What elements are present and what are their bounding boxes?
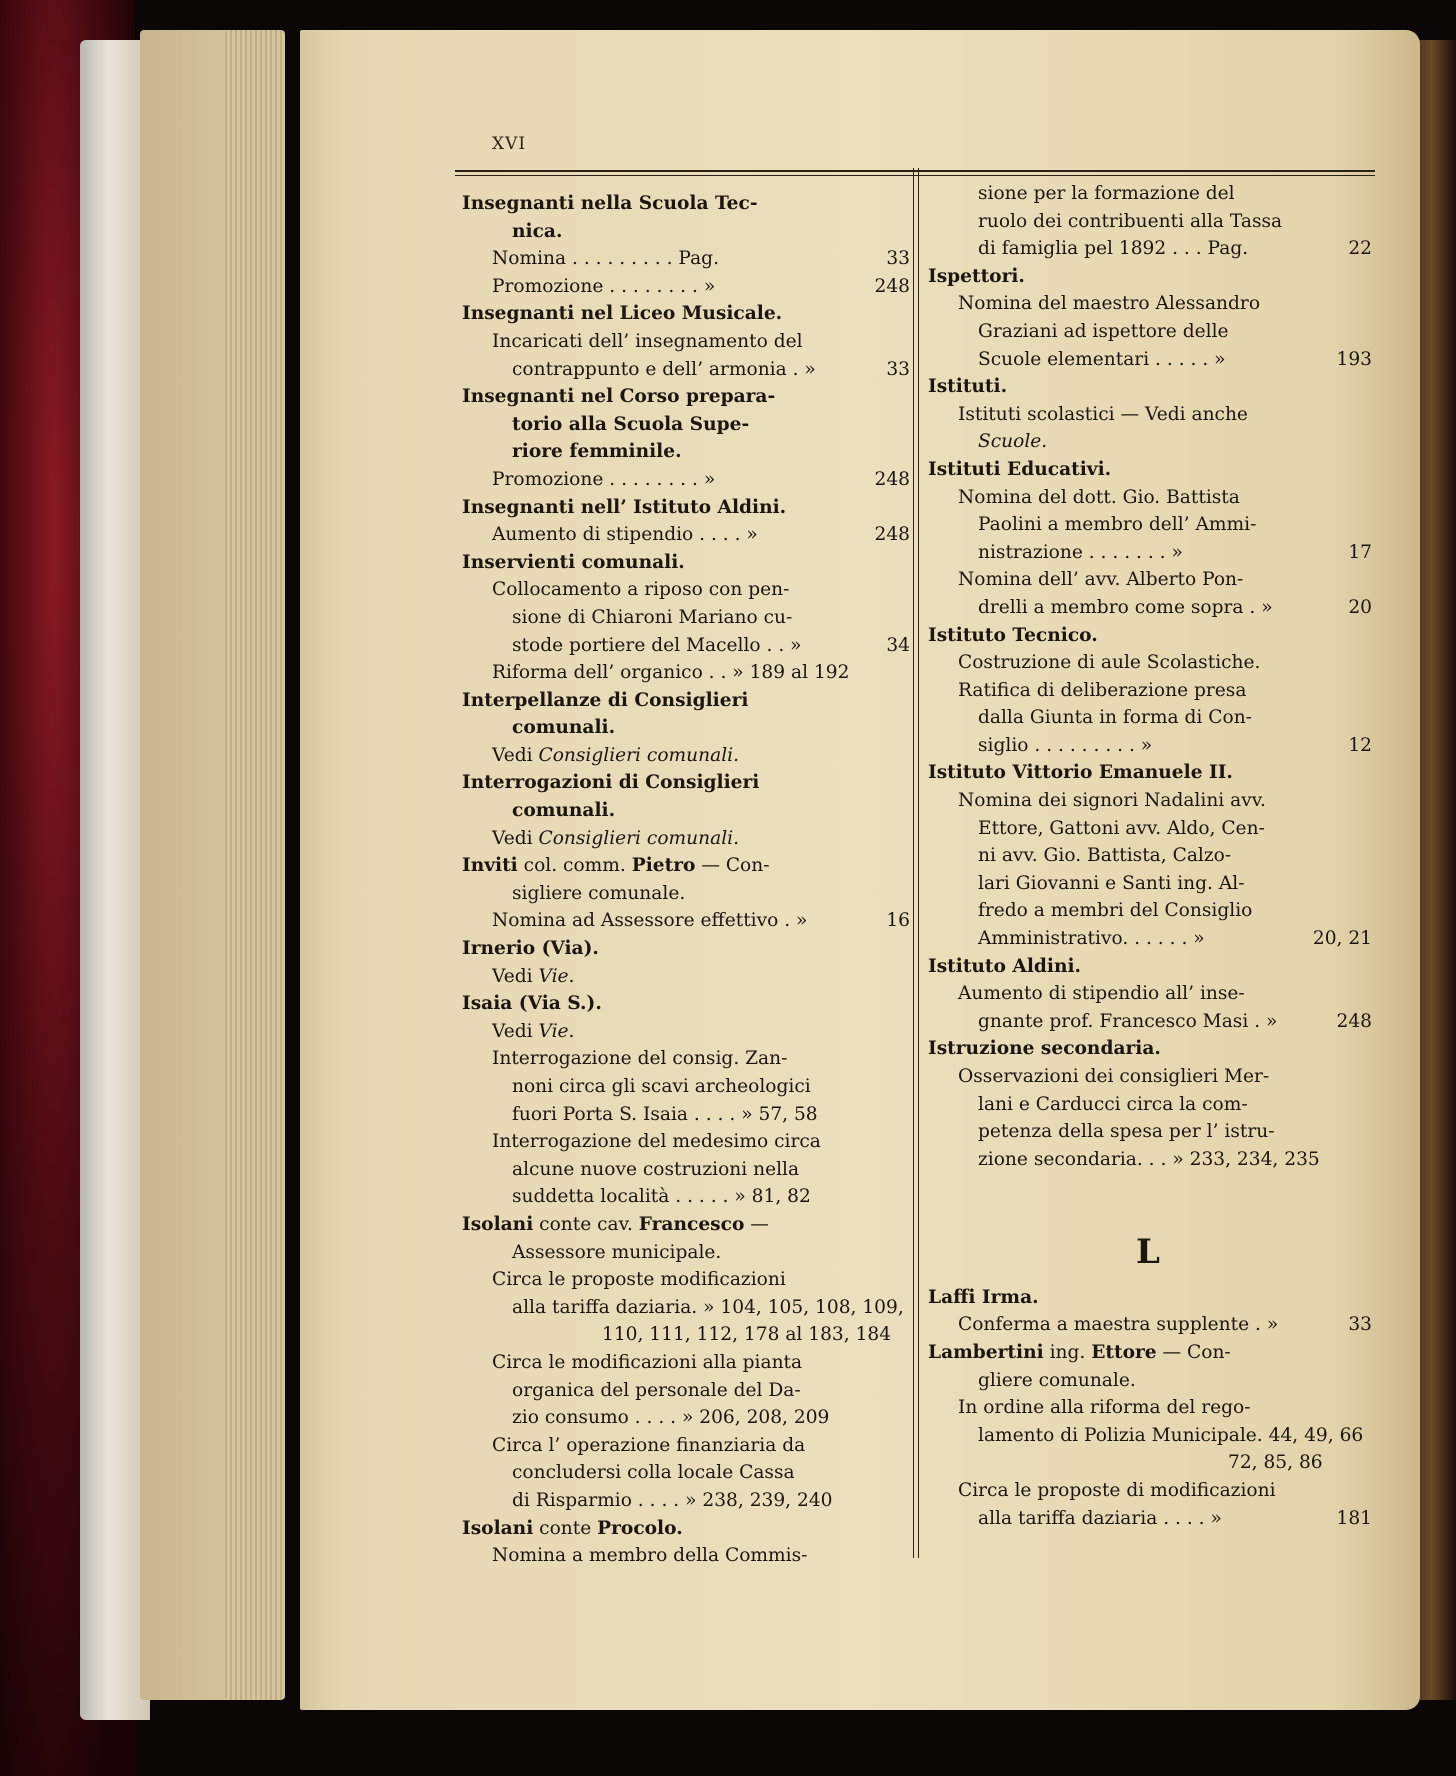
index-line <box>462 411 910 439</box>
index-line <box>462 1073 910 1101</box>
index-text: Vie. <box>538 1020 575 1042</box>
page-reference: 193 <box>1336 348 1372 370</box>
index-line <box>462 1459 910 1487</box>
index-line <box>462 1377 910 1405</box>
index-text: di Risparmio . . . . » 238, 239, 240 <box>512 1489 833 1511</box>
index-line <box>928 1146 1372 1174</box>
index-text: alcune nuove costruzioni nella <box>512 1158 800 1180</box>
index-text: Vedi <box>492 965 539 987</box>
index-text: noni circa gli scavi archeologici <box>512 1076 811 1097</box>
index-line <box>928 539 1372 567</box>
index-text: Istituti scolastici — Vedi anche <box>958 403 1248 425</box>
index-text: contrappunto e dell’ armonia . » <box>512 358 816 380</box>
index-line <box>462 245 910 273</box>
index-text: alla tariffa daziaria. » 104, 105, 108, 109, <box>512 1296 904 1318</box>
index-text: Aumento di stipendio . . . . » <box>492 524 758 546</box>
index-text: Ettore, Gattoni avv. Aldo, Cen- <box>978 817 1265 839</box>
index-text: Procolo. <box>597 1517 683 1539</box>
index-line <box>462 466 910 494</box>
index-line <box>928 787 1372 815</box>
index-text: Circa l’ operazione finanziaria da <box>492 1434 806 1456</box>
index-text: lamento di Polizia Municipale. 44, 49, 66 <box>978 1424 1364 1446</box>
index-text: Vedi <box>492 1020 539 1042</box>
index-line <box>928 428 1372 456</box>
index-text: drelli a membro come sopra . » <box>978 596 1273 618</box>
index-text: Graziani ad ispettore delle <box>978 320 1229 342</box>
index-line <box>462 1128 910 1156</box>
index-line <box>928 1339 1372 1367</box>
index-line <box>462 218 910 246</box>
index-line <box>928 594 1372 622</box>
index-text: Aumento di stipendio all’ inse- <box>958 983 1245 1005</box>
index-text: nistrazione . . . . . . . » <box>978 541 1183 563</box>
index-text: fredo a membri del Consiglio <box>978 900 1253 922</box>
index-text: Istituto Tecnico. <box>928 624 1098 646</box>
index-line <box>462 825 910 853</box>
index-text: ni avv. Gio. Battista, Calzo- <box>978 845 1232 867</box>
index-text: Interrogazioni di Consiglieri <box>462 772 760 794</box>
index-text: Collocamento a riposo con pen- <box>492 579 790 601</box>
index-line <box>462 494 910 522</box>
page-reference: 248 <box>874 468 910 490</box>
page-reference: 248 <box>1336 1010 1372 1032</box>
page-reference: 12 <box>1348 734 1372 756</box>
index-text: dalla Giunta in forma di Con- <box>978 707 1252 729</box>
index-text: Nomina ad Assessore effettivo . » <box>492 910 808 932</box>
index-text: comunali. <box>512 800 616 822</box>
index-line <box>462 549 910 577</box>
index-line <box>462 383 910 411</box>
index-line <box>462 687 910 715</box>
index-line <box>928 925 1372 953</box>
index-text: Scuole elementari . . . . . » <box>978 348 1226 370</box>
index-text: Istituti Educativi. <box>928 458 1112 480</box>
index-line <box>462 1211 910 1239</box>
index-text: Ratifica di deliberazione presa <box>958 679 1247 701</box>
index-text: sione per la formazione del <box>978 183 1235 204</box>
section-letter: L <box>1136 1232 1160 1272</box>
index-line <box>462 438 910 466</box>
index-text: nica. <box>512 220 563 242</box>
index-text: Incaricati dell’ insegnamento del <box>492 330 803 352</box>
index-text: conte <box>533 1517 598 1539</box>
index-text: Riforma dell’ organico . . » 189 al 192 <box>492 662 850 684</box>
index-text: gnante prof. Francesco Masi . » <box>978 1010 1278 1032</box>
index-line <box>462 990 910 1018</box>
index-line <box>462 632 910 660</box>
page-reference: 248 <box>874 275 910 297</box>
index-line <box>462 1487 910 1515</box>
index-line <box>928 649 1372 677</box>
index-line <box>462 300 910 328</box>
index-text: Insegnanti nell’ Istituto Aldini. <box>462 496 787 518</box>
index-text: lari Giovanni e Santi ing. Al- <box>978 872 1245 894</box>
index-text: Istituti. <box>928 376 1008 398</box>
page-reference: 16 <box>886 910 910 932</box>
index-line <box>462 604 910 632</box>
index-line <box>462 1045 910 1073</box>
page-reference: 248 <box>874 524 910 546</box>
index-line <box>462 1404 910 1432</box>
index-line <box>462 963 910 991</box>
index-text: Isaia (Via S.). <box>462 993 602 1015</box>
index-text: col. comm. <box>517 855 632 877</box>
index-line <box>928 1311 1372 1339</box>
index-text: Ispettori. <box>928 265 1025 287</box>
index-text: torio alla Scuola Supe- <box>512 413 750 435</box>
header-rule <box>455 170 1375 172</box>
index-text: Interrogazione del consig. Zan- <box>492 1048 788 1070</box>
index-line <box>462 1349 910 1377</box>
index-text: lani e Carducci circa la com- <box>978 1093 1248 1115</box>
index-text: Istituto Aldini. <box>928 955 1081 977</box>
index-line <box>462 1294 910 1322</box>
index-line <box>462 1239 910 1267</box>
index-line <box>462 190 910 218</box>
index-line <box>462 907 910 935</box>
left-column <box>462 190 910 1570</box>
right-column <box>928 180 1372 1532</box>
index-text: Inviti <box>462 855 518 877</box>
index-line <box>928 208 1372 236</box>
page-stack-edges <box>225 30 285 1700</box>
index-text: Insegnanti nella Scuola Tec- <box>462 193 758 214</box>
index-text: zione secondaria. . . » 233, 234, 235 <box>978 1148 1320 1170</box>
index-text: concludersi colla locale Cassa <box>512 1462 795 1484</box>
index-line <box>928 1449 1372 1477</box>
index-line <box>462 714 910 742</box>
index-line <box>928 1394 1372 1422</box>
column-divider <box>913 168 914 1558</box>
index-text: gliere comunale. <box>978 1369 1136 1391</box>
index-text: Promozione . . . . . . . . » <box>492 468 716 490</box>
index-line <box>928 1422 1372 1450</box>
index-line <box>928 980 1372 1008</box>
index-line <box>462 852 910 880</box>
header-rule-thin <box>455 175 1375 176</box>
index-line <box>462 521 910 549</box>
index-line <box>462 273 910 301</box>
index-line <box>462 1542 910 1570</box>
page-reference: 33 <box>886 248 910 270</box>
index-line <box>928 732 1372 760</box>
index-line <box>928 1201 1372 1229</box>
index-line <box>928 373 1372 401</box>
index-text: Amministrativo. . . . . . » <box>978 928 1205 950</box>
index-line <box>928 897 1372 925</box>
index-text: Isolani <box>462 1517 534 1539</box>
index-line <box>928 1063 1372 1091</box>
index-line <box>928 759 1372 787</box>
page-reference: 20, 21 <box>1312 928 1372 950</box>
index-text: Scuole. <box>978 431 1048 453</box>
index-text: Nomina dei signori Nadalini avv. <box>958 790 1266 812</box>
index-line <box>928 566 1372 594</box>
index-line <box>462 742 910 770</box>
index-line <box>928 1284 1372 1312</box>
index-text: Costruzione di aule Scolastiche. <box>958 652 1261 674</box>
index-line <box>462 1156 910 1184</box>
index-text: Nomina del maestro Alessandro <box>958 293 1261 315</box>
index-text: organica del personale del Da- <box>512 1379 801 1401</box>
index-text: Consiglieri comunali. <box>538 744 739 766</box>
page-reference: 33 <box>1348 1314 1372 1336</box>
index-text: Pietro <box>631 855 696 877</box>
index-text: alla tariffa daziaria . . . . » <box>978 1507 1222 1529</box>
page-reference: 20 <box>1348 596 1372 618</box>
index-text: Istruzione secondaria. <box>928 1038 1161 1060</box>
index-text: Nomina del dott. Gio. Battista <box>958 486 1240 508</box>
page-number: XVI <box>492 134 527 154</box>
index-text: ruolo dei contribuenti alla Tassa <box>978 210 1283 232</box>
index-line <box>462 1266 910 1294</box>
index-text: Interrogazione del medesimo circa <box>492 1131 821 1153</box>
index-text: Francesco <box>638 1213 745 1235</box>
index-text: 72, 85, 86 <box>1228 1452 1323 1474</box>
index-text: Insegnanti nel Corso prepara- <box>462 386 776 408</box>
index-line <box>928 346 1372 374</box>
index-line <box>462 1183 910 1211</box>
index-text: Nomina dell’ avv. Alberto Pon- <box>958 569 1244 591</box>
index-text: 110, 111, 112, 178 al 183, 184 <box>602 1324 892 1346</box>
index-line <box>462 659 910 687</box>
index-text: siglio . . . . . . . . . » <box>978 734 1153 756</box>
index-text: Consiglieri comunali. <box>538 827 739 849</box>
index-line <box>462 356 910 384</box>
index-text: Paolini a membro dell’ Ammi- <box>978 514 1257 536</box>
index-line <box>928 1008 1372 1036</box>
index-text: Isolani <box>462 1213 534 1235</box>
index-text: Vedi <box>492 744 539 766</box>
index-text: — <box>744 1213 769 1235</box>
index-line <box>928 1367 1372 1395</box>
index-line <box>928 622 1372 650</box>
index-line <box>928 953 1372 981</box>
index-line <box>462 1018 910 1046</box>
page-reference: 22 <box>1348 238 1372 260</box>
index-text: ing. <box>1043 1341 1092 1363</box>
index-text: Irnerio (Via). <box>462 938 599 960</box>
index-line <box>928 677 1372 705</box>
index-line <box>928 180 1372 208</box>
index-line <box>462 769 910 797</box>
index-line <box>928 318 1372 346</box>
index-line <box>462 797 910 825</box>
index-line <box>928 484 1372 512</box>
index-line <box>928 263 1372 291</box>
index-text: suddetta località . . . . . » 81, 82 <box>512 1186 811 1208</box>
index-text: Insegnanti nel Liceo Musicale. <box>462 303 783 325</box>
index-text: Circa le proposte modificazioni <box>492 1269 786 1291</box>
index-text: Interpellanze di Consiglieri <box>462 689 749 711</box>
index-text: Vie. <box>538 965 575 987</box>
index-text: Istituto Vittorio Emanuele II. <box>928 762 1233 784</box>
index-line <box>928 704 1372 732</box>
index-text: Assessore municipale. <box>512 1241 722 1263</box>
index-line <box>462 576 910 604</box>
index-line <box>928 1118 1372 1146</box>
index-line <box>928 870 1372 898</box>
index-line <box>462 1101 910 1129</box>
index-text: petenza della spesa per l’ istru- <box>978 1121 1275 1143</box>
index-line <box>928 511 1372 539</box>
index-text: — Con- <box>695 855 770 877</box>
index-text: zio consumo . . . . » 206, 208, 209 <box>512 1407 830 1429</box>
page-reference: 17 <box>1348 541 1372 563</box>
index-text: sigliere comunale. <box>512 882 686 904</box>
index-text: In ordine alla riforma del rego- <box>958 1397 1251 1419</box>
index-line <box>928 290 1372 318</box>
index-text: Inservienti comunali. <box>462 551 685 573</box>
index-text: Nomina . . . . . . . . . Pag. <box>492 248 719 270</box>
index-line <box>928 456 1372 484</box>
index-text: sione di Chiaroni Mariano cu- <box>512 606 793 628</box>
page-reference: 33 <box>886 358 910 380</box>
index-line <box>928 1505 1372 1533</box>
index-text: fuori Porta S. Isaia . . . . » 57, 58 <box>512 1103 818 1125</box>
index-line <box>462 328 910 356</box>
index-text: Ettore <box>1091 1341 1157 1363</box>
index-line <box>928 1091 1372 1119</box>
index-line <box>462 1432 910 1460</box>
column-divider-second <box>918 168 919 1558</box>
index-line <box>462 1515 910 1543</box>
index-text: Nomina a membro della Commis- <box>492 1545 808 1567</box>
index-text: Promozione . . . . . . . . » <box>492 275 716 297</box>
index-line <box>462 880 910 908</box>
index-line <box>928 1477 1372 1505</box>
index-text: conte cav. <box>533 1213 639 1235</box>
index-text: Conferma a maestra supplente . » <box>958 1314 1279 1336</box>
index-line <box>928 401 1372 429</box>
index-line <box>928 235 1372 263</box>
index-text: riore femminile. <box>512 441 682 463</box>
index-text: — Con- <box>1156 1341 1231 1363</box>
index-line <box>462 1321 910 1349</box>
page-reference: 181 <box>1336 1507 1372 1529</box>
index-text: stode portiere del Macello . . » <box>512 634 802 656</box>
index-line <box>928 1173 1372 1201</box>
page-reference: 34 <box>886 634 910 656</box>
index-text: Laffi Irma. <box>928 1286 1039 1308</box>
index-text: Circa le modificazioni alla pianta <box>492 1351 803 1373</box>
index-text: comunali. <box>512 717 616 739</box>
index-text: Vedi <box>492 827 539 849</box>
index-line <box>928 842 1372 870</box>
index-line <box>462 935 910 963</box>
index-line <box>928 1035 1372 1063</box>
index-text: Circa le proposte di modificazioni <box>958 1479 1276 1501</box>
index-text: Lambertini <box>928 1341 1044 1363</box>
index-text: Osservazioni dei consiglieri Mer- <box>958 1066 1270 1087</box>
index-line <box>928 815 1372 843</box>
index-text: di famiglia pel 1892 . . . Pag. <box>978 238 1249 260</box>
